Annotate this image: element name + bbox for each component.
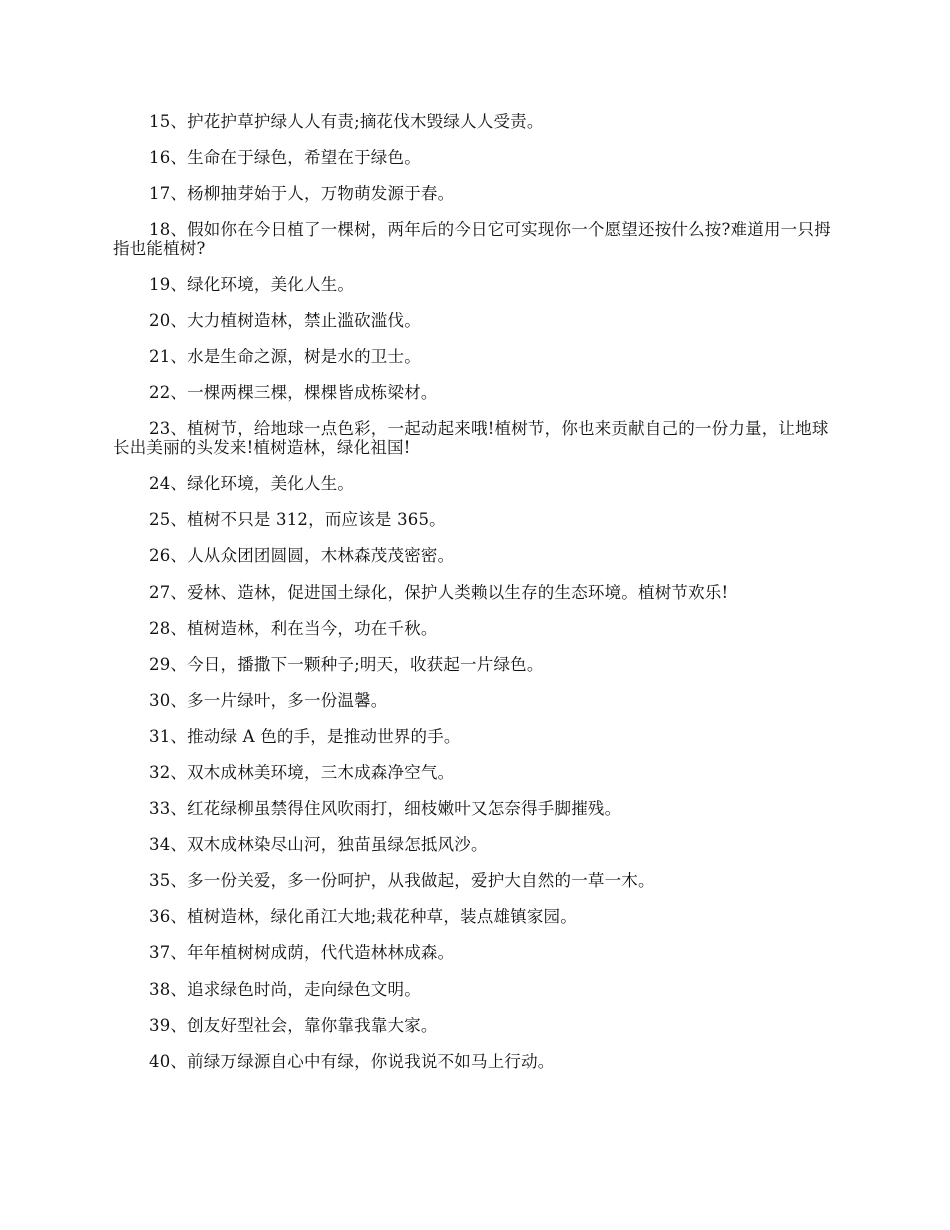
slogan-paragraph: 35、多一份关爱，多一份呵护，从我做起，爱护大自然的一草一木。 [149, 871, 655, 891]
slogan-paragraph: 39、创友好型社会，靠你靠我靠大家。 [149, 1015, 438, 1035]
slogan-paragraph: 19、绿化环境，美化人生。 [149, 275, 355, 295]
slogan-paragraph: 18、假如你在今日植了一棵树，两年后的今日它可实现你一个愿望还按什么按?难道用一只拇指也能植树? [113, 220, 831, 258]
slogan-paragraph: 23、植树节，给地球一点色彩，一起动起来哦!植树节，你也来贡献自己的一份力量，让地球长出美丽的头发来!植树造林，绿化祖国! [113, 419, 829, 458]
slogan-paragraph: 31、推动绿 A 色的手，是推动世界的手。 [149, 726, 461, 746]
slogan-paragraph: 40、前绿万绿源自心中有绿，你说我说不如马上行动。 [149, 1051, 555, 1071]
slogan-paragraph: 24、绿化环境，美化人生。 [149, 474, 355, 494]
slogan-paragraph: 25、植树不只是 312，而应该是 365。 [149, 510, 446, 530]
slogan-paragraph: 26、人从众团团圆圆，木林森茂茂密密。 [149, 546, 455, 566]
slogan-paragraph: 28、植树造林，利在当今，功在千秋。 [149, 618, 438, 638]
slogan-paragraph: 37、年年植树树成荫，代代造林林成森。 [149, 943, 455, 963]
slogan-paragraph: 16、生命在于绿色，希望在于绿色。 [149, 148, 421, 168]
document-body [113, 113, 835, 1089]
slogan-paragraph: 30、多一片绿叶，多一份温馨。 [149, 690, 388, 710]
slogan-paragraph: 29、今日，播撒下一颗种子;明天，收获起一片绿色。 [149, 654, 544, 674]
slogan-paragraph: 33、红花绿柳虽禁得住风吹雨打，细枝嫩叶又怎奈得手脚摧残。 [149, 799, 622, 819]
slogan-paragraph: 17、杨柳抽芽始于人，万物萌发源于春。 [149, 184, 455, 204]
slogan-paragraph: 36、植树造林，绿化甬江大地;栽花种草，装点雄镇家园。 [149, 907, 577, 927]
slogan-paragraph: 20、大力植树造林，禁止滥砍滥伐。 [149, 311, 421, 331]
slogan-paragraph: 32、双木成林美环境，三木成森净空气。 [149, 763, 455, 782]
slogan-paragraph: 34、双木成林染尽山河，独苗虽绿怎抵风沙。 [149, 835, 488, 855]
slogan-paragraph: 38、追求绿色时尚，走向绿色文明。 [149, 979, 421, 999]
slogan-paragraph: 21、水是生命之源，树是水的卫士。 [149, 347, 421, 367]
slogan-paragraph: 15、护花护草护绿人人有责;摘花伐木毁绿人人受责。 [149, 112, 544, 131]
slogan-paragraph: 27、爱林、造林，促进国土绿化，保护人类赖以生存的生态环境。植树节欢乐! [149, 582, 729, 602]
slogan-paragraph: 22、一棵两棵三棵，棵棵皆成栋梁材。 [149, 383, 438, 403]
